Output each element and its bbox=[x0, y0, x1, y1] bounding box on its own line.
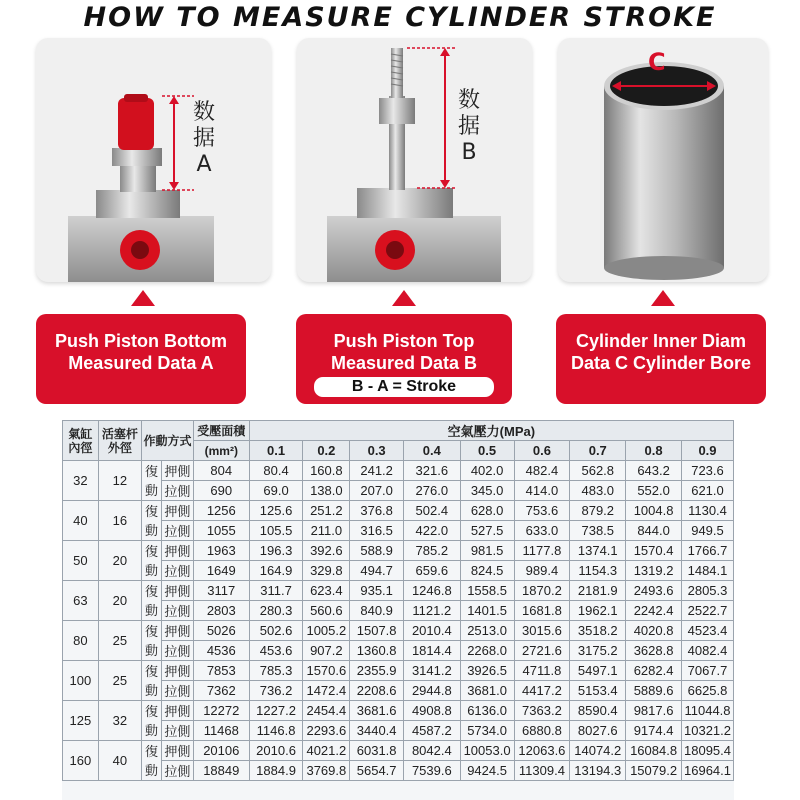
force-value-cell: 1227.2 bbox=[249, 701, 303, 721]
force-value-cell: 494.7 bbox=[350, 561, 404, 581]
force-value-cell: 1884.9 bbox=[249, 761, 303, 781]
table-row bbox=[63, 681, 734, 701]
rod-cell: 40 bbox=[98, 741, 141, 781]
push-side-cell: 押側 bbox=[161, 701, 193, 721]
force-value-cell: 3141.2 bbox=[404, 661, 461, 681]
rod-cell: 16 bbox=[98, 501, 141, 541]
force-value-cell: 3015.6 bbox=[514, 621, 570, 641]
table-row bbox=[63, 641, 734, 661]
force-value-cell: 907.2 bbox=[303, 641, 350, 661]
label-char: A bbox=[196, 152, 212, 177]
arrow-up-icon bbox=[131, 290, 155, 306]
force-value-cell: 562.8 bbox=[570, 461, 626, 481]
force-value-cell: 251.2 bbox=[303, 501, 350, 521]
force-value-cell: 6625.8 bbox=[682, 681, 734, 701]
force-value-cell: 482.4 bbox=[514, 461, 570, 481]
double-acting-cell: 復動 bbox=[142, 501, 162, 541]
bore-cell: 63 bbox=[63, 581, 99, 621]
double-acting-cell: 復動 bbox=[142, 661, 162, 701]
force-value-cell: 4021.2 bbox=[303, 741, 350, 761]
rod-cell: 32 bbox=[98, 701, 141, 741]
force-value-cell: 879.2 bbox=[570, 501, 626, 521]
force-value-cell: 3926.5 bbox=[460, 661, 514, 681]
force-value-cell: 2522.7 bbox=[682, 601, 734, 621]
double-acting-cell: 復動 bbox=[142, 701, 162, 741]
caption-line: Cylinder Inner Diam bbox=[575, 331, 747, 351]
force-value-cell: 1814.4 bbox=[404, 641, 461, 661]
force-value-cell: 1154.3 bbox=[570, 561, 626, 581]
caption-line: Measured Data B bbox=[330, 353, 478, 373]
force-value-cell: 2721.6 bbox=[514, 641, 570, 661]
force-value-cell: 1766.7 bbox=[682, 541, 734, 561]
force-value-cell: 1472.4 bbox=[303, 681, 350, 701]
force-value-cell: 6282.4 bbox=[626, 661, 682, 681]
force-value-cell: 2242.4 bbox=[626, 601, 682, 621]
force-value-cell: 10321.2 bbox=[682, 721, 734, 741]
table-row bbox=[63, 521, 734, 541]
header-pressure-value: 0.2 bbox=[303, 441, 350, 461]
area-cell: 5026 bbox=[193, 621, 249, 641]
force-value-cell: 8042.4 bbox=[404, 741, 461, 761]
force-value-cell: 4417.2 bbox=[514, 681, 570, 701]
force-value-cell: 628.0 bbox=[460, 501, 514, 521]
arrow-up-icon bbox=[651, 290, 675, 306]
force-value-cell: 753.6 bbox=[514, 501, 570, 521]
pull-side-cell: 拉側 bbox=[161, 601, 193, 621]
force-value-cell: 949.5 bbox=[682, 521, 734, 541]
bore-cell: 100 bbox=[63, 661, 99, 701]
panel-data-a bbox=[36, 38, 271, 282]
area-cell: 7853 bbox=[193, 661, 249, 681]
force-value-cell: 3628.8 bbox=[626, 641, 682, 661]
force-value-cell: 2454.4 bbox=[303, 701, 350, 721]
force-value-cell: 6031.8 bbox=[350, 741, 404, 761]
force-value-cell: 1246.8 bbox=[404, 581, 461, 601]
force-value-cell: 2944.8 bbox=[404, 681, 461, 701]
header-area: 受壓面積 bbox=[193, 421, 249, 441]
force-value-cell: 2513.0 bbox=[460, 621, 514, 641]
force-value-cell: 1401.5 bbox=[460, 601, 514, 621]
force-value-cell: 6136.0 bbox=[460, 701, 514, 721]
force-value-cell: 280.3 bbox=[249, 601, 303, 621]
force-value-cell: 4523.4 bbox=[682, 621, 734, 641]
force-value-cell: 211.0 bbox=[303, 521, 350, 541]
bore-cell: 125 bbox=[63, 701, 99, 741]
force-value-cell: 502.4 bbox=[404, 501, 461, 521]
table-row bbox=[63, 601, 734, 621]
table-row bbox=[63, 741, 734, 761]
force-value-cell: 2010.4 bbox=[404, 621, 461, 641]
double-acting-cell: 復動 bbox=[142, 541, 162, 581]
rod-cell: 25 bbox=[98, 621, 141, 661]
force-value-cell: 125.6 bbox=[249, 501, 303, 521]
force-value-cell: 736.2 bbox=[249, 681, 303, 701]
header-pressure-value: 0.8 bbox=[626, 441, 682, 461]
panel-data-c bbox=[558, 38, 768, 282]
force-value-cell: 844.0 bbox=[626, 521, 682, 541]
force-value-cell: 824.5 bbox=[460, 561, 514, 581]
force-value-cell: 453.6 bbox=[249, 641, 303, 661]
force-value-cell: 2293.6 bbox=[303, 721, 350, 741]
area-cell: 20106 bbox=[193, 741, 249, 761]
force-value-cell: 105.5 bbox=[249, 521, 303, 541]
header-pressure: 空氣壓力(MPa) bbox=[249, 421, 733, 441]
force-value-cell: 241.2 bbox=[350, 461, 404, 481]
caption-line: Push Piston Bottom bbox=[55, 331, 227, 351]
bore-label: C bbox=[648, 48, 666, 76]
force-value-cell: 11309.4 bbox=[514, 761, 570, 781]
force-value-cell: 623.4 bbox=[303, 581, 350, 601]
double-acting-cell: 復動 bbox=[142, 741, 162, 781]
force-value-cell: 276.0 bbox=[404, 481, 461, 501]
force-value-cell: 164.9 bbox=[249, 561, 303, 581]
force-value-cell: 422.0 bbox=[404, 521, 461, 541]
header-pressure-value: 0.5 bbox=[460, 441, 514, 461]
force-value-cell: 560.6 bbox=[303, 601, 350, 621]
force-value-cell: 723.6 bbox=[682, 461, 734, 481]
push-side-cell: 押側 bbox=[161, 461, 193, 481]
force-value-cell: 4020.8 bbox=[626, 621, 682, 641]
force-value-cell: 588.9 bbox=[350, 541, 404, 561]
force-value-cell: 138.0 bbox=[303, 481, 350, 501]
table-row bbox=[63, 501, 734, 521]
bore-cell: 40 bbox=[63, 501, 99, 541]
force-value-cell: 1507.8 bbox=[350, 621, 404, 641]
table-row bbox=[63, 461, 734, 481]
force-value-cell: 1870.2 bbox=[514, 581, 570, 601]
force-value-cell: 11044.8 bbox=[682, 701, 734, 721]
force-value-cell: 1570.4 bbox=[626, 541, 682, 561]
pull-side-cell: 拉側 bbox=[161, 681, 193, 701]
force-value-cell: 392.6 bbox=[303, 541, 350, 561]
bore-cell: 160 bbox=[63, 741, 99, 781]
header-pressure-value: 0.7 bbox=[570, 441, 626, 461]
rod-cell: 25 bbox=[98, 661, 141, 701]
force-value-cell: 3440.4 bbox=[350, 721, 404, 741]
force-value-cell: 1558.5 bbox=[460, 581, 514, 601]
force-value-cell: 5497.1 bbox=[570, 661, 626, 681]
caption-line: Measured Data A bbox=[68, 353, 214, 373]
force-table bbox=[62, 420, 734, 781]
force-value-cell: 7363.2 bbox=[514, 701, 570, 721]
push-side-cell: 押側 bbox=[161, 541, 193, 561]
header-action: 作動方式 bbox=[142, 421, 194, 461]
area-cell: 18849 bbox=[193, 761, 249, 781]
area-cell: 1256 bbox=[193, 501, 249, 521]
label-char: 数 bbox=[457, 88, 480, 113]
force-value-cell: 402.0 bbox=[460, 461, 514, 481]
area-cell: 11468 bbox=[193, 721, 249, 741]
double-acting-cell: 復動 bbox=[142, 621, 162, 661]
area-cell: 3117 bbox=[193, 581, 249, 601]
force-value-cell: 2493.6 bbox=[626, 581, 682, 601]
force-value-cell: 5734.0 bbox=[460, 721, 514, 741]
force-value-cell: 4711.8 bbox=[514, 661, 570, 681]
force-value-cell: 785.3 bbox=[249, 661, 303, 681]
force-value-cell: 9424.5 bbox=[460, 761, 514, 781]
force-value-cell: 196.3 bbox=[249, 541, 303, 561]
bore-cell: 50 bbox=[63, 541, 99, 581]
force-value-cell: 785.2 bbox=[404, 541, 461, 561]
table-row bbox=[63, 481, 734, 501]
force-value-cell: 69.0 bbox=[249, 481, 303, 501]
arrow-up-icon bbox=[392, 290, 416, 306]
force-value-cell: 4082.4 bbox=[682, 641, 734, 661]
force-value-cell: 376.8 bbox=[350, 501, 404, 521]
force-value-cell: 9174.4 bbox=[626, 721, 682, 741]
pull-side-cell: 拉側 bbox=[161, 481, 193, 501]
caption-data-a bbox=[36, 314, 246, 404]
area-cell: 4536 bbox=[193, 641, 249, 661]
table-row bbox=[63, 621, 734, 641]
force-value-cell: 8027.6 bbox=[570, 721, 626, 741]
force-value-cell: 321.6 bbox=[404, 461, 461, 481]
bore-cell: 32 bbox=[63, 461, 99, 501]
force-value-cell: 3681.0 bbox=[460, 681, 514, 701]
force-value-cell: 2181.9 bbox=[570, 581, 626, 601]
force-value-cell: 3518.2 bbox=[570, 621, 626, 641]
force-value-cell: 633.0 bbox=[514, 521, 570, 541]
panel-data-b bbox=[297, 38, 532, 282]
force-value-cell: 329.8 bbox=[303, 561, 350, 581]
table-row bbox=[63, 581, 734, 601]
area-cell: 690 bbox=[193, 481, 249, 501]
force-value-cell: 2268.0 bbox=[460, 641, 514, 661]
force-value-cell: 935.1 bbox=[350, 581, 404, 601]
pull-side-cell: 拉側 bbox=[161, 761, 193, 781]
push-side-cell: 押側 bbox=[161, 741, 193, 761]
push-side-cell: 押側 bbox=[161, 501, 193, 521]
pull-side-cell: 拉側 bbox=[161, 521, 193, 541]
force-value-cell: 5654.7 bbox=[350, 761, 404, 781]
force-value-cell: 7067.7 bbox=[682, 661, 734, 681]
header-rod: 活塞杆外徑 bbox=[98, 421, 141, 461]
push-side-cell: 押側 bbox=[161, 581, 193, 601]
force-value-cell: 4908.8 bbox=[404, 701, 461, 721]
label-char: 数 bbox=[192, 100, 215, 125]
force-value-cell: 1005.2 bbox=[303, 621, 350, 641]
force-value-cell: 8590.4 bbox=[570, 701, 626, 721]
rod-cell: 20 bbox=[98, 581, 141, 621]
force-value-cell: 5889.6 bbox=[626, 681, 682, 701]
force-value-cell: 1374.1 bbox=[570, 541, 626, 561]
area-cell: 12272 bbox=[193, 701, 249, 721]
force-value-cell: 1570.6 bbox=[303, 661, 350, 681]
pull-side-cell: 拉側 bbox=[161, 721, 193, 741]
force-value-cell: 12063.6 bbox=[514, 741, 570, 761]
force-value-cell: 1484.1 bbox=[682, 561, 734, 581]
page-title: HOW TO MEASURE CYLINDER STROKE bbox=[83, 2, 717, 33]
force-value-cell: 15079.2 bbox=[626, 761, 682, 781]
force-value-cell: 9817.6 bbox=[626, 701, 682, 721]
double-acting-cell: 復動 bbox=[142, 581, 162, 621]
header-pressure-value: 0.3 bbox=[350, 441, 404, 461]
force-table-panel bbox=[62, 420, 734, 800]
force-value-cell: 989.4 bbox=[514, 561, 570, 581]
header-area-unit: (mm²) bbox=[193, 441, 249, 461]
table-row bbox=[63, 561, 734, 581]
force-value-cell: 80.4 bbox=[249, 461, 303, 481]
table-row bbox=[63, 701, 734, 721]
force-value-cell: 1130.4 bbox=[682, 501, 734, 521]
force-value-cell: 18095.4 bbox=[682, 741, 734, 761]
area-cell: 804 bbox=[193, 461, 249, 481]
caption-line: Data C Cylinder Bore bbox=[570, 353, 752, 373]
label-char: 据 bbox=[192, 126, 215, 151]
area-cell: 1649 bbox=[193, 561, 249, 581]
force-value-cell: 5153.4 bbox=[570, 681, 626, 701]
header-pressure-value: 0.6 bbox=[514, 441, 570, 461]
table-row bbox=[63, 761, 734, 781]
double-acting-cell: 復動 bbox=[142, 461, 162, 501]
force-value-cell: 2355.9 bbox=[350, 661, 404, 681]
force-value-cell: 659.6 bbox=[404, 561, 461, 581]
caption-line: Push Piston Top bbox=[333, 331, 475, 351]
caption-data-b bbox=[296, 314, 512, 404]
force-value-cell: 3681.6 bbox=[350, 701, 404, 721]
pull-side-cell: 拉側 bbox=[161, 561, 193, 581]
force-value-cell: 1004.8 bbox=[626, 501, 682, 521]
table-row bbox=[63, 541, 734, 561]
force-value-cell: 981.5 bbox=[460, 541, 514, 561]
area-cell: 2803 bbox=[193, 601, 249, 621]
header-pressure-value: 0.9 bbox=[682, 441, 734, 461]
force-value-cell: 643.2 bbox=[626, 461, 682, 481]
force-value-cell: 2805.3 bbox=[682, 581, 734, 601]
force-value-cell: 207.0 bbox=[350, 481, 404, 501]
force-value-cell: 160.8 bbox=[303, 461, 350, 481]
header-bore: 氣缸內徑 bbox=[63, 421, 99, 461]
force-value-cell: 13194.3 bbox=[570, 761, 626, 781]
header-pressure-value: 0.4 bbox=[404, 441, 461, 461]
label-char: B bbox=[461, 140, 477, 165]
header-pressure-value: 0.1 bbox=[249, 441, 303, 461]
force-value-cell: 3175.2 bbox=[570, 641, 626, 661]
bore-cell: 80 bbox=[63, 621, 99, 661]
force-value-cell: 414.0 bbox=[514, 481, 570, 501]
caption-data-c bbox=[556, 314, 766, 404]
force-value-cell: 2010.6 bbox=[249, 741, 303, 761]
force-value-cell: 16964.1 bbox=[682, 761, 734, 781]
force-value-cell: 311.7 bbox=[249, 581, 303, 601]
force-value-cell: 527.5 bbox=[460, 521, 514, 541]
area-cell: 1963 bbox=[193, 541, 249, 561]
force-value-cell: 621.0 bbox=[682, 481, 734, 501]
cylinder-bottom-illustration bbox=[36, 38, 271, 282]
force-value-cell: 345.0 bbox=[460, 481, 514, 501]
force-value-cell: 738.5 bbox=[570, 521, 626, 541]
force-value-cell: 316.5 bbox=[350, 521, 404, 541]
force-value-cell: 1146.8 bbox=[249, 721, 303, 741]
push-side-cell: 押側 bbox=[161, 661, 193, 681]
force-value-cell: 7539.6 bbox=[404, 761, 461, 781]
force-value-cell: 552.0 bbox=[626, 481, 682, 501]
force-value-cell: 502.6 bbox=[249, 621, 303, 641]
force-value-cell: 16084.8 bbox=[626, 741, 682, 761]
force-value-cell: 10053.0 bbox=[460, 741, 514, 761]
force-value-cell: 3769.8 bbox=[303, 761, 350, 781]
stroke-formula: B - A = Stroke bbox=[314, 377, 494, 397]
force-value-cell: 840.9 bbox=[350, 601, 404, 621]
force-value-cell: 1962.1 bbox=[570, 601, 626, 621]
force-value-cell: 6880.8 bbox=[514, 721, 570, 741]
force-value-cell: 483.0 bbox=[570, 481, 626, 501]
force-value-cell: 1681.8 bbox=[514, 601, 570, 621]
force-value-cell: 1319.2 bbox=[626, 561, 682, 581]
cylinder-top-illustration bbox=[297, 38, 532, 282]
label-char: 据 bbox=[457, 114, 480, 139]
area-cell: 7362 bbox=[193, 681, 249, 701]
area-cell: 1055 bbox=[193, 521, 249, 541]
table-row bbox=[63, 661, 734, 681]
rod-cell: 20 bbox=[98, 541, 141, 581]
force-value-cell: 2208.6 bbox=[350, 681, 404, 701]
force-value-cell: 4587.2 bbox=[404, 721, 461, 741]
force-value-cell: 1360.8 bbox=[350, 641, 404, 661]
push-side-cell: 押側 bbox=[161, 621, 193, 641]
pull-side-cell: 拉側 bbox=[161, 641, 193, 661]
force-value-cell: 1177.8 bbox=[514, 541, 570, 561]
force-value-cell: 14074.2 bbox=[570, 741, 626, 761]
rod-cell: 12 bbox=[98, 461, 141, 501]
force-value-cell: 1121.2 bbox=[404, 601, 461, 621]
table-row bbox=[63, 721, 734, 741]
